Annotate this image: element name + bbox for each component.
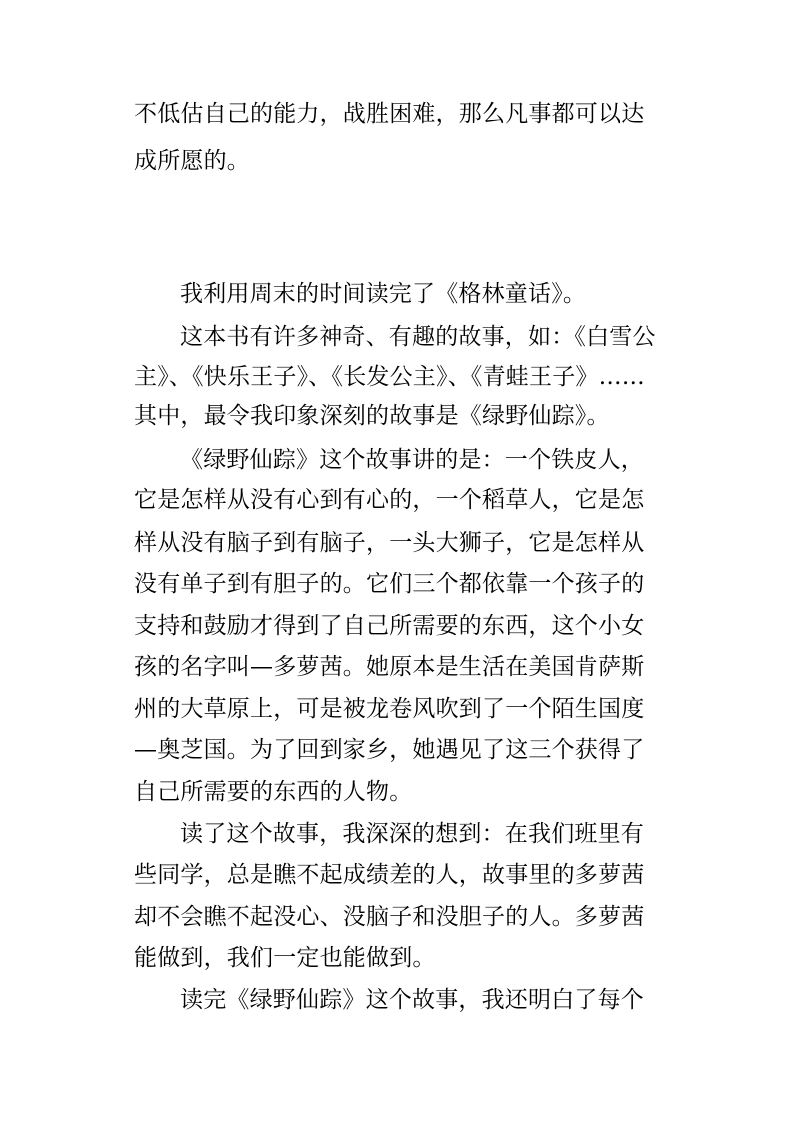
text-line: 能做到，我们一定也能做到。 (134, 945, 436, 971)
text-line: 读了这个故事，我深深的想到：在我们班里有 (180, 821, 644, 847)
text-line: —奥芝国。为了回到家乡，她遇见了这三个获得了 (134, 737, 645, 763)
text-line: 些同学，总是瞧不起成绩差的人，故事里的多萝茜 (134, 862, 645, 888)
text-line: 成所愿的。 (134, 148, 250, 174)
text-line: 我利用周末的时间读完了《格林童话》。 (180, 281, 587, 307)
text-line: 却不会瞧不起没心、没脑子和没胆子的人。多萝茜 (134, 904, 645, 930)
text-line: 读完《绿野仙踪》这个故事，我还明白了每个 (180, 987, 644, 1013)
text-line: 自己所需要的东西的人物。 (134, 779, 413, 805)
text-line: 《绿野仙踪》这个故事讲的是：一个铁皮人， (180, 447, 644, 473)
text-line: 其中，最令我印象深刻的故事是《绿野仙踪》。 (134, 403, 610, 429)
text-line: 州的大草原上，可是被龙卷风吹到了一个陌生国度 (134, 696, 645, 722)
text-line: 孩的名字叫—多萝茜。她原本是生活在美国肯萨斯 (134, 654, 645, 680)
text-line: 主》、《快乐王子》、《长发公主》、《青蛙王子》…… (134, 364, 645, 390)
text-line: 样从没有脑子到有脑子，一头大狮子，它是怎样从 (134, 530, 645, 556)
text-line: 这本书有许多神奇、有趣的故事，如：《白雪公 (180, 324, 656, 350)
text-line: 没有单子到有胆子的。它们三个都依靠一个孩子的 (134, 571, 645, 597)
text-line: 它是怎样从没有心到有心的，一个稻草人，它是怎 (134, 487, 645, 513)
text-line: 支持和鼓励才得到了自己所需要的东西，这个小女 (134, 613, 645, 639)
text-line: 不低估自己的能力，战胜困难，那么凡事都可以达 (134, 101, 645, 127)
